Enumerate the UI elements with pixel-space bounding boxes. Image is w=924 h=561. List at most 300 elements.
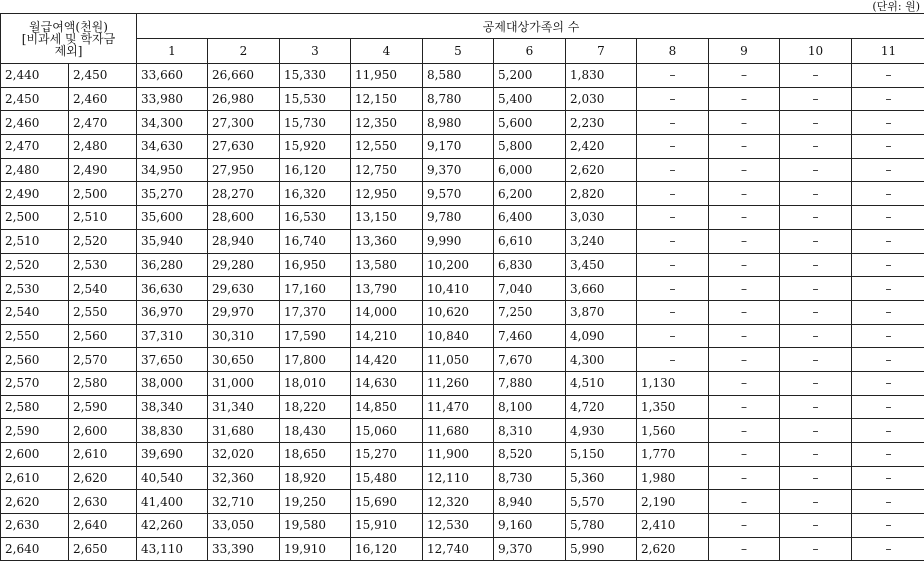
tax-cell: – — [709, 324, 780, 348]
dependents-col-5: 5 — [423, 39, 494, 64]
tax-cell: 32,360 — [208, 466, 280, 490]
tax-cell: – — [709, 514, 780, 538]
tax-cell: – — [852, 253, 924, 277]
tax-cell: 5,990 — [566, 537, 637, 561]
tax-cell: 29,970 — [208, 300, 280, 324]
table-row — [1, 537, 924, 561]
tax-cell: – — [637, 206, 709, 230]
tax-cell: 12,350 — [351, 111, 423, 135]
salary-range-header: 월급여액(천원) [비과세 및 학자금 제외] — [1, 14, 137, 64]
tax-cell: 18,920 — [280, 466, 351, 490]
tax-cell: 11,900 — [423, 443, 494, 467]
tax-cell: – — [780, 277, 852, 301]
tax-cell: 43,110 — [137, 537, 208, 561]
tax-cell: – — [637, 229, 709, 253]
salary-to-cell: 2,540 — [69, 277, 137, 301]
tax-cell: – — [852, 537, 924, 561]
tax-cell: – — [709, 253, 780, 277]
tax-cell: – — [852, 111, 924, 135]
tax-cell: 9,170 — [423, 135, 494, 159]
tax-cell: 1,560 — [637, 419, 709, 443]
tax-cell: 19,250 — [280, 490, 351, 514]
dependents-col-11: 11 — [852, 39, 924, 64]
salary-to-cell: 2,480 — [69, 135, 137, 159]
tax-cell: 38,830 — [137, 419, 208, 443]
salary-to-cell: 2,450 — [69, 64, 137, 88]
table-row — [1, 466, 924, 490]
table-row — [1, 324, 924, 348]
tax-cell: – — [709, 64, 780, 88]
tax-cell: – — [780, 371, 852, 395]
tax-cell: – — [637, 87, 709, 111]
tax-cell: 5,400 — [494, 87, 566, 111]
tax-cell: – — [709, 182, 780, 206]
tax-cell: 40,540 — [137, 466, 208, 490]
tax-cell: 12,550 — [351, 135, 423, 159]
tax-cell: – — [780, 395, 852, 419]
dependents-col-10: 10 — [780, 39, 852, 64]
salary-from-cell: 2,450 — [1, 87, 69, 111]
tax-cell: 18,010 — [280, 371, 351, 395]
tax-cell: 8,310 — [494, 419, 566, 443]
tax-cell: 6,200 — [494, 182, 566, 206]
tax-cell: 9,370 — [423, 158, 494, 182]
salary-to-cell: 2,620 — [69, 466, 137, 490]
table-row — [1, 371, 924, 395]
tax-cell: 5,800 — [494, 135, 566, 159]
tax-cell: – — [637, 277, 709, 301]
tax-cell: 4,090 — [566, 324, 637, 348]
tax-cell: 11,950 — [351, 64, 423, 88]
table-row — [1, 87, 924, 111]
tax-cell: 13,580 — [351, 253, 423, 277]
tax-cell: – — [780, 419, 852, 443]
tax-cell: 18,650 — [280, 443, 351, 467]
tax-cell: 6,830 — [494, 253, 566, 277]
tax-cell: 14,000 — [351, 300, 423, 324]
table-row — [1, 206, 924, 230]
tax-cell: 34,630 — [137, 135, 208, 159]
tax-cell: – — [780, 300, 852, 324]
tax-cell: – — [709, 537, 780, 561]
salary-from-cell: 2,630 — [1, 514, 69, 538]
tax-cell: 3,870 — [566, 300, 637, 324]
tax-cell: 9,780 — [423, 206, 494, 230]
tax-cell: 38,340 — [137, 395, 208, 419]
withholding-tax-table — [0, 13, 924, 561]
tax-cell: 8,520 — [494, 443, 566, 467]
tax-cell: – — [637, 253, 709, 277]
tax-cell: 4,720 — [566, 395, 637, 419]
salary-from-cell: 2,440 — [1, 64, 69, 88]
dependents-col-9: 9 — [709, 39, 780, 64]
table-row — [1, 395, 924, 419]
tax-cell: 14,210 — [351, 324, 423, 348]
tax-cell: 19,580 — [280, 514, 351, 538]
tax-cell: 12,530 — [423, 514, 494, 538]
table-header — [1, 14, 924, 64]
tax-cell: 5,780 — [566, 514, 637, 538]
tax-cell: – — [780, 490, 852, 514]
salary-to-cell: 2,630 — [69, 490, 137, 514]
tax-cell: 5,360 — [566, 466, 637, 490]
tax-cell: 8,940 — [494, 490, 566, 514]
tax-cell: – — [780, 324, 852, 348]
tax-cell: 33,050 — [208, 514, 280, 538]
salary-to-cell: 2,510 — [69, 206, 137, 230]
tax-cell: – — [780, 443, 852, 467]
table-row — [1, 229, 924, 253]
salary-from-cell: 2,510 — [1, 229, 69, 253]
tax-cell: – — [852, 371, 924, 395]
salary-from-cell: 2,520 — [1, 253, 69, 277]
tax-cell: 16,120 — [280, 158, 351, 182]
tax-cell: 8,730 — [494, 466, 566, 490]
tax-cell: 16,530 — [280, 206, 351, 230]
tax-cell: 12,740 — [423, 537, 494, 561]
tax-cell: 15,060 — [351, 419, 423, 443]
tax-cell: – — [852, 182, 924, 206]
tax-cell: 33,390 — [208, 537, 280, 561]
tax-cell: 17,800 — [280, 348, 351, 372]
salary-to-cell: 2,640 — [69, 514, 137, 538]
tax-cell: 13,360 — [351, 229, 423, 253]
tax-cell: 11,680 — [423, 419, 494, 443]
tax-cell: 5,150 — [566, 443, 637, 467]
tax-cell: 27,630 — [208, 135, 280, 159]
tax-cell: 2,820 — [566, 182, 637, 206]
salary-from-cell: 2,560 — [1, 348, 69, 372]
tax-cell: 6,610 — [494, 229, 566, 253]
tax-cell: – — [780, 158, 852, 182]
tax-cell: 15,330 — [280, 64, 351, 88]
tax-cell: – — [709, 87, 780, 111]
tax-cell: – — [852, 158, 924, 182]
tax-cell: 6,400 — [494, 206, 566, 230]
tax-cell: 15,920 — [280, 135, 351, 159]
tax-cell: 15,530 — [280, 87, 351, 111]
tax-cell: 13,150 — [351, 206, 423, 230]
tax-cell: 28,270 — [208, 182, 280, 206]
tax-cell: 1,980 — [637, 466, 709, 490]
tax-cell: 28,600 — [208, 206, 280, 230]
tax-cell: – — [852, 229, 924, 253]
tax-cell: – — [780, 229, 852, 253]
tax-cell: – — [637, 324, 709, 348]
salary-to-cell: 2,550 — [69, 300, 137, 324]
salary-to-cell: 2,650 — [69, 537, 137, 561]
table-row — [1, 514, 924, 538]
tax-cell: 15,910 — [351, 514, 423, 538]
tax-cell: 15,730 — [280, 111, 351, 135]
tax-cell: 9,160 — [494, 514, 566, 538]
dependents-col-3: 3 — [280, 39, 351, 64]
tax-cell: 7,460 — [494, 324, 566, 348]
tax-cell: – — [852, 277, 924, 301]
tax-cell: 32,710 — [208, 490, 280, 514]
tax-cell: 26,660 — [208, 64, 280, 88]
tax-cell: – — [852, 135, 924, 159]
tax-cell: – — [637, 111, 709, 135]
tax-cell: 16,120 — [351, 537, 423, 561]
tax-cell: 11,260 — [423, 371, 494, 395]
tax-cell: 3,240 — [566, 229, 637, 253]
tax-cell: 36,630 — [137, 277, 208, 301]
table-body — [1, 64, 924, 561]
salary-from-cell: 2,590 — [1, 419, 69, 443]
tax-cell: – — [780, 253, 852, 277]
tax-cell: – — [709, 419, 780, 443]
tax-cell: – — [637, 182, 709, 206]
tax-cell: 31,340 — [208, 395, 280, 419]
salary-to-cell: 2,560 — [69, 324, 137, 348]
tax-cell: 2,230 — [566, 111, 637, 135]
dependents-col-2: 2 — [208, 39, 280, 64]
table-row — [1, 348, 924, 372]
tax-cell: 8,980 — [423, 111, 494, 135]
tax-cell: 33,660 — [137, 64, 208, 88]
tax-cell: – — [780, 87, 852, 111]
tax-cell: – — [637, 348, 709, 372]
tax-cell: 14,630 — [351, 371, 423, 395]
tax-cell: – — [852, 443, 924, 467]
tax-cell: – — [709, 466, 780, 490]
tax-cell: – — [780, 348, 852, 372]
table-row — [1, 443, 924, 467]
table-row — [1, 419, 924, 443]
salary-from-cell: 2,540 — [1, 300, 69, 324]
tax-cell: – — [780, 537, 852, 561]
tax-cell: – — [852, 87, 924, 111]
tax-cell: – — [852, 348, 924, 372]
tax-cell: 15,480 — [351, 466, 423, 490]
salary-from-cell: 2,550 — [1, 324, 69, 348]
salary-from-cell: 2,640 — [1, 537, 69, 561]
tax-cell: 32,020 — [208, 443, 280, 467]
tax-cell: 3,450 — [566, 253, 637, 277]
tax-cell: 2,420 — [566, 135, 637, 159]
salary-from-cell: 2,480 — [1, 158, 69, 182]
tax-cell: – — [852, 300, 924, 324]
salary-from-cell: 2,470 — [1, 135, 69, 159]
tax-cell: 9,570 — [423, 182, 494, 206]
salary-from-cell: 2,460 — [1, 111, 69, 135]
salary-to-cell: 2,590 — [69, 395, 137, 419]
salary-to-cell: 2,570 — [69, 348, 137, 372]
table-row — [1, 277, 924, 301]
salary-from-cell: 2,580 — [1, 395, 69, 419]
tax-cell: 33,980 — [137, 87, 208, 111]
tax-cell: – — [852, 395, 924, 419]
tax-cell: 42,260 — [137, 514, 208, 538]
tax-cell: 4,930 — [566, 419, 637, 443]
tax-cell: 17,160 — [280, 277, 351, 301]
tax-cell: 5,570 — [566, 490, 637, 514]
tax-cell: 7,250 — [494, 300, 566, 324]
tax-cell: 12,110 — [423, 466, 494, 490]
tax-cell: 17,590 — [280, 324, 351, 348]
tax-cell: 5,600 — [494, 111, 566, 135]
tax-cell: 18,220 — [280, 395, 351, 419]
tax-cell: 15,690 — [351, 490, 423, 514]
tax-cell: 37,310 — [137, 324, 208, 348]
salary-to-cell: 2,490 — [69, 158, 137, 182]
tax-cell: – — [852, 466, 924, 490]
tax-cell: 3,030 — [566, 206, 637, 230]
dependents-col-4: 4 — [351, 39, 423, 64]
tax-cell: 2,620 — [566, 158, 637, 182]
tax-cell: 1,350 — [637, 395, 709, 419]
salary-to-cell: 2,610 — [69, 443, 137, 467]
tax-cell: 35,270 — [137, 182, 208, 206]
table-row — [1, 158, 924, 182]
salary-to-cell: 2,580 — [69, 371, 137, 395]
tax-cell: 2,190 — [637, 490, 709, 514]
salary-from-cell: 2,500 — [1, 206, 69, 230]
tax-cell: 10,200 — [423, 253, 494, 277]
salary-to-cell: 2,500 — [69, 182, 137, 206]
tax-cell: – — [780, 182, 852, 206]
tax-cell: 19,910 — [280, 537, 351, 561]
tax-cell: 4,300 — [566, 348, 637, 372]
tax-cell: 28,940 — [208, 229, 280, 253]
table-row — [1, 300, 924, 324]
tax-cell: – — [637, 135, 709, 159]
tax-cell: 34,300 — [137, 111, 208, 135]
tax-cell: 35,940 — [137, 229, 208, 253]
tax-cell: 12,750 — [351, 158, 423, 182]
tax-cell: 34,950 — [137, 158, 208, 182]
dependents-col-1: 1 — [137, 39, 208, 64]
tax-cell: – — [780, 466, 852, 490]
tax-cell: 16,950 — [280, 253, 351, 277]
salary-to-cell: 2,520 — [69, 229, 137, 253]
tax-cell: – — [709, 371, 780, 395]
tax-cell: 38,000 — [137, 371, 208, 395]
tax-cell: – — [709, 490, 780, 514]
tax-cell: 13,790 — [351, 277, 423, 301]
tax-cell: 36,280 — [137, 253, 208, 277]
tax-cell: 30,650 — [208, 348, 280, 372]
tax-cell: 12,950 — [351, 182, 423, 206]
salary-to-cell: 2,600 — [69, 419, 137, 443]
tax-cell: 26,980 — [208, 87, 280, 111]
tax-cell: 36,970 — [137, 300, 208, 324]
tax-cell: – — [780, 135, 852, 159]
tax-cell: – — [709, 300, 780, 324]
tax-cell: – — [852, 206, 924, 230]
tax-cell: 10,410 — [423, 277, 494, 301]
tax-cell: 15,270 — [351, 443, 423, 467]
tax-cell: – — [852, 64, 924, 88]
tax-cell: 18,430 — [280, 419, 351, 443]
tax-cell: – — [709, 135, 780, 159]
tax-cell: – — [852, 324, 924, 348]
tax-cell: – — [709, 206, 780, 230]
tax-cell: 1,830 — [566, 64, 637, 88]
tax-cell: 27,300 — [208, 111, 280, 135]
salary-from-cell: 2,600 — [1, 443, 69, 467]
salary-from-cell: 2,610 — [1, 466, 69, 490]
table-row — [1, 135, 924, 159]
tax-cell: 14,420 — [351, 348, 423, 372]
tax-cell: 31,000 — [208, 371, 280, 395]
tax-cell: 9,990 — [423, 229, 494, 253]
tax-cell: 8,780 — [423, 87, 494, 111]
tax-cell: 16,320 — [280, 182, 351, 206]
tax-cell: – — [709, 111, 780, 135]
tax-cell: – — [780, 514, 852, 538]
salary-from-cell: 2,530 — [1, 277, 69, 301]
dependents-col-8: 8 — [637, 39, 709, 64]
tax-cell: 10,840 — [423, 324, 494, 348]
tax-cell: – — [780, 64, 852, 88]
tax-cell: 30,310 — [208, 324, 280, 348]
tax-cell: 4,510 — [566, 371, 637, 395]
tax-cell: 31,680 — [208, 419, 280, 443]
tax-cell: 41,400 — [137, 490, 208, 514]
tax-cell: – — [780, 206, 852, 230]
tax-cell: 1,770 — [637, 443, 709, 467]
salary-from-cell: 2,570 — [1, 371, 69, 395]
table-row — [1, 490, 924, 514]
tax-cell: 3,660 — [566, 277, 637, 301]
dependents-col-7: 7 — [566, 39, 637, 64]
tax-cell: – — [852, 419, 924, 443]
dependents-count-header-row — [1, 39, 924, 64]
tax-cell: 7,880 — [494, 371, 566, 395]
tax-cell: 1,130 — [637, 371, 709, 395]
salary-from-cell: 2,490 — [1, 182, 69, 206]
tax-cell: 39,690 — [137, 443, 208, 467]
tax-cell: 6,000 — [494, 158, 566, 182]
tax-cell: – — [709, 277, 780, 301]
tax-cell: – — [709, 158, 780, 182]
tax-cell: – — [637, 64, 709, 88]
tax-cell: 7,670 — [494, 348, 566, 372]
tax-cell: – — [709, 395, 780, 419]
table-row — [1, 253, 924, 277]
tax-cell: 12,150 — [351, 87, 423, 111]
dependents-col-6: 6 — [494, 39, 566, 64]
tax-cell: – — [852, 490, 924, 514]
tax-cell: 7,040 — [494, 277, 566, 301]
tax-cell: 11,470 — [423, 395, 494, 419]
salary-to-cell: 2,460 — [69, 87, 137, 111]
tax-cell: – — [637, 300, 709, 324]
tax-cell: 12,320 — [423, 490, 494, 514]
tax-cell: – — [709, 443, 780, 467]
salary-from-cell: 2,620 — [1, 490, 69, 514]
tax-cell: 5,200 — [494, 64, 566, 88]
tax-cell: 10,620 — [423, 300, 494, 324]
table-row — [1, 64, 924, 88]
salary-to-cell: 2,530 — [69, 253, 137, 277]
tax-cell: 27,950 — [208, 158, 280, 182]
tax-cell: 11,050 — [423, 348, 494, 372]
tax-cell: 37,650 — [137, 348, 208, 372]
tax-cell: 17,370 — [280, 300, 351, 324]
tax-cell: 2,410 — [637, 514, 709, 538]
tax-cell: 16,740 — [280, 229, 351, 253]
tax-cell: 35,600 — [137, 206, 208, 230]
tax-cell: 9,370 — [494, 537, 566, 561]
tax-cell: – — [709, 229, 780, 253]
tax-cell: – — [637, 158, 709, 182]
table-row — [1, 111, 924, 135]
tax-cell: – — [852, 514, 924, 538]
tax-cell: – — [709, 348, 780, 372]
